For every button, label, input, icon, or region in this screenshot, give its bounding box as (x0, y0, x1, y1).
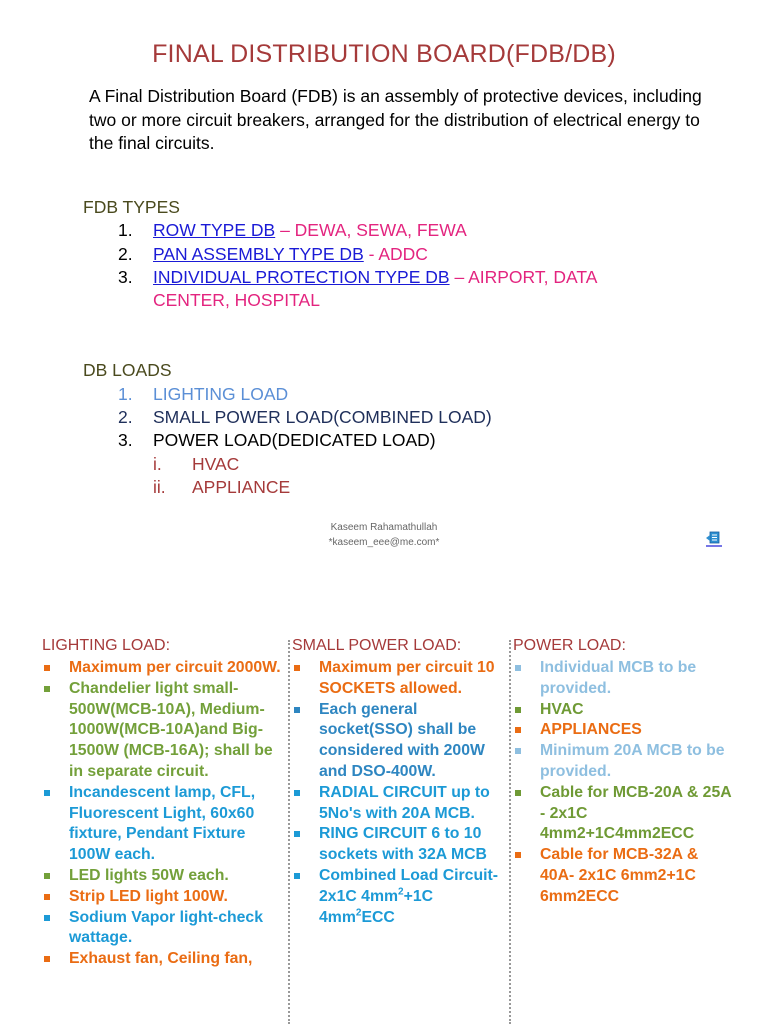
small-power-load-heading: SMALL POWER LOAD: (292, 637, 462, 654)
power-load-heading: POWER LOAD: (513, 637, 626, 654)
column-divider (288, 640, 290, 1024)
list-item: Cable for MCB-20A & 25A - 2x1C 4mm2+1C4mm2ECC (513, 783, 735, 845)
fdb-type-detail: – AIRPORT, DATA (449, 267, 598, 287)
list-number: 1. (118, 220, 133, 240)
author-name: Kaseem Rahamathullah (330, 522, 438, 533)
list-item-text: ECC (361, 908, 395, 926)
list-item-text: +1C 4mm (319, 887, 434, 926)
list-number: 3. (118, 430, 133, 450)
column-divider (509, 640, 511, 1024)
lighting-load-list (42, 658, 282, 970)
list-item: Chandelier light small-500W(MCB-10A), Medium-1000W(MCB-10A)and Big-1500W (MCB-16A); shall be in separate circuit. (42, 679, 282, 783)
fdb-type-detail: – DEWA, SEWA, FEWA (275, 220, 467, 240)
pan-assembly-type-db-link[interactable]: PAN ASSEMBLY TYPE DB (153, 244, 364, 264)
list-number: 3. (118, 267, 133, 287)
fdb-types-heading: FDB TYPES (83, 197, 180, 217)
db-loads-heading: DB LOADS (83, 360, 172, 380)
intro-paragraph: A Final Distribution Board (FDB) is an assembly of protective devices, including two or more circuit breakers, arranged for the distribution of electrical energy to the final circuits. (89, 86, 702, 153)
list-item: LED lights 50W each. (42, 866, 282, 887)
list-item: Each general socket(SSO) shall be considered with 200W and DSO-400W. (292, 700, 504, 783)
list-item: Individual MCB to be provided. (513, 658, 735, 700)
row-type-db-link[interactable]: ROW TYPE DB (153, 220, 276, 240)
superscript: 2 (398, 886, 404, 898)
author-credit (0, 520, 768, 550)
superscript: 2 (355, 907, 362, 919)
list-item: RING CIRCUIT 6 to 10 sockets with 32A MCB (292, 824, 504, 866)
list-item: Maximum per circuit 10 SOCKETS allowed. (292, 658, 504, 700)
lighting-load-heading: LIGHTING LOAD: (42, 637, 171, 654)
slide-nav-icon[interactable] (705, 531, 723, 549)
power-sub-label: HVAC (192, 454, 240, 474)
list-item: Minimum 20A MCB to be provided. (513, 741, 735, 783)
individual-protection-type-db-link[interactable]: INDIVIDUAL PROTECTION TYPE DB (153, 267, 450, 287)
list-item: Maximum per circuit 2000W. (42, 658, 282, 679)
list-number: 2. (118, 407, 133, 427)
power-load-column (513, 637, 735, 1024)
list-number: 2. (118, 244, 133, 264)
list-item (292, 866, 504, 928)
power-sub-label: APPLIANCE (192, 477, 291, 497)
list-item: Incandescent lamp, CFL, Fluorescent Light, 60x60 fixture, Pendant Fixture 100W each. (42, 783, 282, 866)
list-numeral: i. (153, 454, 162, 474)
list-item: RADIAL CIRCUIT up to 5No's with 20A MCB. (292, 783, 504, 825)
fdb-type-detail: - ADDC (363, 244, 428, 264)
small-power-load-column (292, 637, 504, 1024)
db-load-label: LIGHTING LOAD (153, 384, 289, 404)
list-item: Exhaust fan, Ceiling fan, (42, 949, 282, 970)
list-item: HVAC (513, 700, 735, 721)
page-title: FINAL DISTRIBUTION BOARD(FDB/DB) (152, 40, 616, 68)
author-email: *kaseem_eee@me.com* (328, 537, 440, 548)
list-item: Strip LED light 100W. (42, 887, 282, 908)
power-load-list (513, 658, 735, 908)
small-power-load-list (292, 658, 504, 928)
fdb-type-detail-continued: CENTER, HOSPITAL (153, 290, 320, 310)
list-item-text: Combined Load Circuit- 2x1C 4mm (319, 866, 499, 905)
db-load-label: POWER LOAD(DEDICATED LOAD) (153, 430, 436, 450)
list-item: APPLIANCES (513, 720, 735, 741)
list-number: 1. (118, 384, 133, 404)
list-item: Cable for MCB-32A & 40A- 2x1C 6mm2+1C 6mm2ECC (513, 845, 735, 907)
lighting-load-column (42, 637, 282, 1024)
db-load-label: SMALL POWER LOAD(COMBINED LOAD) (153, 407, 492, 427)
list-item: Sodium Vapor light-check wattage. (42, 908, 282, 950)
list-numeral: ii. (153, 477, 166, 497)
